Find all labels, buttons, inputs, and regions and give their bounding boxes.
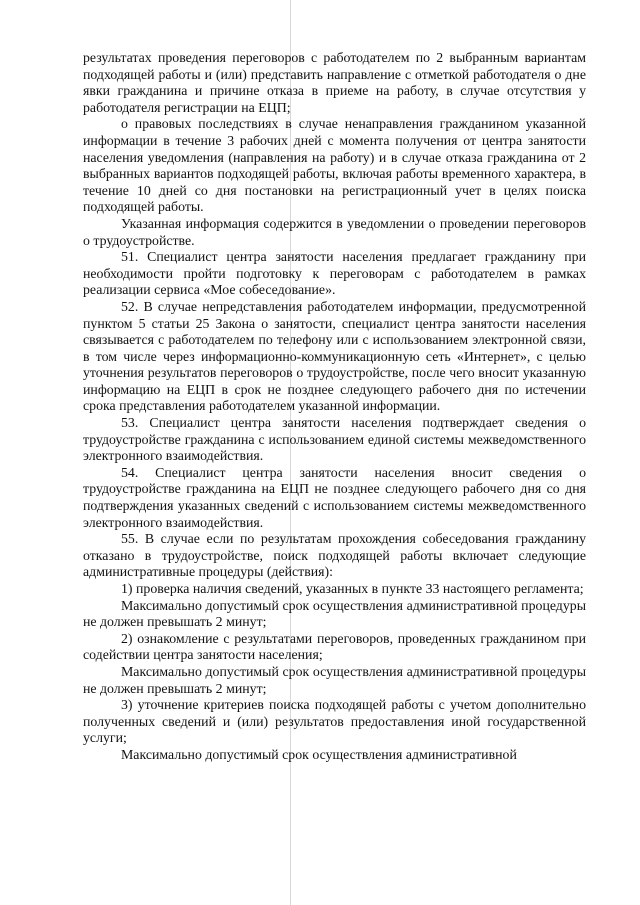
paragraph-procedure-2: 2) ознакомление с результатами переговоров, проведенных гражданином при содействии центра занятости населения; [83, 630, 586, 663]
paragraph-legal-consequences: о правовых последствиях в случае ненаправления гражданином указанной информации в течение 3 рабочих дней с момента получения от центра занятости населения уведомления (направления на работу) и в случае отказа гражданина от 2 выбранных вариантов подходящей работы, включая работы временного характера, в течение 10 дней со дня постановки на регистрационный учет в целях поиска подходящей работы. [83, 116, 586, 215]
paragraph-continuation: результатах проведения переговоров с работодателем по 2 выбранным вариантам подходящей работы и (или) представить направление с отметкой работодателя о дне явки гражданина и причине отказа в приеме на работу, в случае отсутствия у работодателя регистрации на ЕЦП; [83, 50, 586, 115]
paragraph-item-55: 55. В случае если по результатам прохождения собеседования гражданину отказано в трудоустройстве, поиск подходящей работы включает следующие административные процедуры (действия): [83, 531, 586, 580]
paragraph-item-52: 52. В случае непредставления работодателем информации, предусмотренной пунктом 5 статьи 25 Закона о занятости, специалист центра занятости населения связывается с работодателем по телефону или с использованием электронной связи, в том числе через информационно-коммуникационную сеть «Интернет», с целью уточнения результатов переговоров о трудоустройстве, после чего вносит указанную информацию на ЕЦП в срок не позднее следующего рабочего дня по истечении срока представления работодателем указанной информации. [83, 298, 586, 414]
paragraph-max-time-2: Максимально допустимый срок осуществления административной процедуры не должен превышать 2 минут; [83, 663, 586, 696]
paragraph-item-51: 51. Специалист центра занятости населения предлагает гражданину при необходимости пройти подготовку к переговорам с работодателем в рамках реализации сервиса «Мое собеседование». [83, 249, 586, 298]
paragraph-max-time-3: Максимально допустимый срок осуществления административной [121, 746, 517, 762]
document-page [83, 50, 586, 764]
paragraph-procedure-1: 1) проверка наличия сведений, указанных в пункте 33 настоящего регламента; [121, 581, 584, 596]
paragraph-notification-info: Указанная информация содержится в уведомлении о проведении переговоров о трудоустройстве. [83, 215, 586, 248]
paragraph-procedure-3: 3) уточнение критериев поиска подходящей работы с учетом дополнительно полученных сведений и (или) результатов предоставления иной государственной услуги; [83, 697, 586, 746]
paragraph-item-53: 53. Специалист центра занятости населения подтверждает сведения о трудоустройстве гражданина с использованием единой системы межведомственного электронного взаимодействия. [83, 415, 586, 464]
paragraph-max-time-1: Максимально допустимый срок осуществления административной процедуры не должен превышать 2 минут; [83, 597, 586, 630]
paragraph-item-54: 54. Специалист центра занятости населения вносит сведения о трудоустройстве гражданина на ЕЦП не позднее следующего рабочего дня со дня подтверждения указанных сведений с использованием системы межведомственного электронного взаимодействия. [83, 464, 586, 530]
